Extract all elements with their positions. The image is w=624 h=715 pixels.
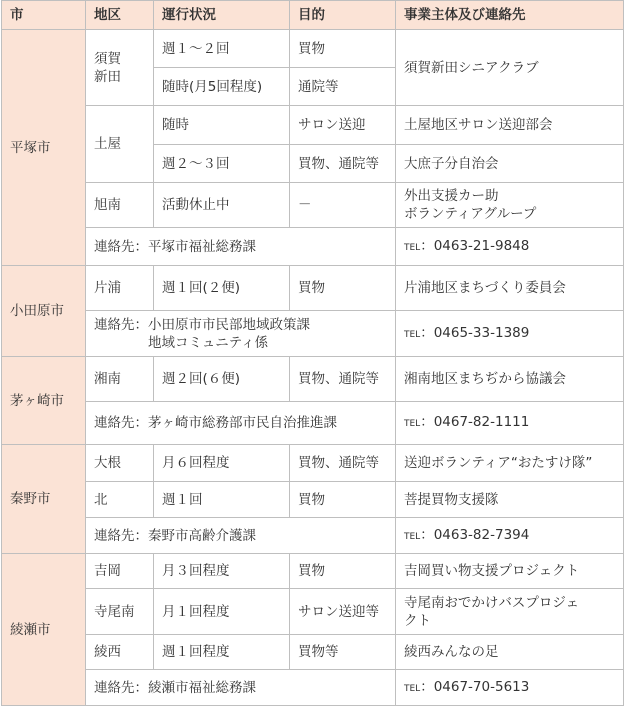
- contact-cell: 連絡先：平塚市福祉総務課: [86, 228, 396, 266]
- table-row: [2, 482, 624, 518]
- status-cell: 月１回程度: [154, 589, 290, 635]
- tel-cell: [396, 518, 624, 554]
- table-row: [2, 266, 624, 311]
- contact-row: [2, 670, 624, 706]
- contact-cell: 連絡先：秦野市高齢介護課: [86, 518, 396, 554]
- city-cell: 綾瀬市: [2, 554, 86, 706]
- table-row: [2, 106, 624, 145]
- header-row: [2, 1, 624, 30]
- table-row: [2, 554, 624, 589]
- tel-cell: [396, 311, 624, 357]
- contact-row: [2, 228, 624, 266]
- city-cell: 平塚市: [2, 30, 86, 266]
- tel-number: ：0467-82-1111: [420, 414, 530, 430]
- tel-label: TEL: [404, 683, 421, 694]
- district-cell: 旭南: [86, 183, 154, 228]
- org-cell: 湘南地区まちぢから協議会: [396, 357, 624, 402]
- purpose-cell: 買物: [290, 482, 396, 518]
- contact-row: [2, 311, 624, 357]
- status-cell: 週１回(２便): [154, 266, 290, 311]
- org-cell: 大庶子分自治会: [396, 145, 624, 183]
- district-cell: 湘南: [86, 357, 154, 402]
- purpose-cell: 買物、通院等: [290, 445, 396, 482]
- city-cell: 小田原市: [2, 266, 86, 357]
- tel-label: TEL: [404, 329, 421, 340]
- table-row: [2, 589, 624, 635]
- purpose-cell: 買物、通院等: [290, 357, 396, 402]
- org-cell: 菩提買物支援隊: [396, 482, 624, 518]
- org-cell: 須賀新田シニアクラブ: [396, 30, 624, 106]
- contact-row: [2, 402, 624, 445]
- purpose-cell: サロン送迎: [290, 106, 396, 145]
- district-cell: 吉岡: [86, 554, 154, 589]
- org-cell: 片浦地区まちづくり委員会: [396, 266, 624, 311]
- city-cell: 秦野市: [2, 445, 86, 554]
- table-row: [2, 30, 624, 68]
- purpose-cell: サロン送迎等: [290, 589, 396, 635]
- org-cell: 土屋地区サロン送迎部会: [396, 106, 624, 145]
- status-cell: 週２回(６便): [154, 357, 290, 402]
- header-contact: 事業主体及び連絡先: [396, 1, 624, 30]
- table-row: [2, 445, 624, 482]
- contact-cell: 連絡先：綾瀬市福祉総務課: [86, 670, 396, 706]
- tel-number: ：0465-33-1389: [420, 324, 530, 341]
- purpose-cell: －: [290, 183, 396, 228]
- purpose-cell: 買物: [290, 266, 396, 311]
- tel-label: TEL: [404, 419, 421, 429]
- district-cell: 須賀 新田: [86, 30, 154, 106]
- header-purpose: 目的: [290, 1, 396, 30]
- contact-row: [2, 518, 624, 554]
- table-row: [2, 635, 624, 670]
- status-cell: 活動休止中: [154, 183, 290, 228]
- tel-cell: [396, 670, 624, 706]
- status-cell: 週１回: [154, 482, 290, 518]
- district-cell: 綾西: [86, 635, 154, 670]
- org-cell: 送迎ボランティア“おたすけ隊”: [396, 445, 624, 482]
- contact-cell: 連絡先：小田原市市民部地域政策課 地域コミュニティ係: [86, 311, 396, 357]
- purpose-cell: 買物、通院等: [290, 145, 396, 183]
- city-cell: 茅ヶ崎市: [2, 357, 86, 445]
- contact-cell: 連絡先：茅ヶ崎市総務部市民自治推進課: [86, 402, 396, 445]
- status-cell: 随時(月5回程度): [154, 68, 290, 106]
- tel-number: ：0463-82-7394: [420, 526, 530, 543]
- tel-label: TEL: [404, 531, 421, 542]
- purpose-cell: 買物: [290, 554, 396, 589]
- status-cell: 週１回程度: [154, 635, 290, 670]
- tel-cell: [396, 228, 624, 266]
- district-cell: 土屋: [86, 106, 154, 183]
- purpose-cell: 買物: [290, 30, 396, 68]
- district-cell: 片浦: [86, 266, 154, 311]
- org-cell: 寺尾南おでかけバスプロジェ クト: [396, 589, 624, 635]
- org-cell: 外出支援カー助 ボランティアグループ: [396, 183, 624, 228]
- district-cell: 寺尾南: [86, 589, 154, 635]
- tel-cell: [396, 402, 624, 445]
- tel-label: TEL: [404, 242, 421, 253]
- table-row: [2, 183, 624, 228]
- transport-support-table: [1, 0, 624, 706]
- tel-number: ：0467-70-5613: [420, 678, 530, 695]
- status-cell: 週１～２回: [154, 30, 290, 68]
- header-district: 地区: [86, 1, 154, 30]
- status-cell: 週２～３回: [154, 145, 290, 183]
- org-cell: 吉岡買い物支援プロジェクト: [396, 554, 624, 589]
- tel-number: ：0463-21-9848: [420, 237, 530, 254]
- status-cell: 月６回程度: [154, 445, 290, 482]
- district-cell: 大根: [86, 445, 154, 482]
- status-cell: 月３回程度: [154, 554, 290, 589]
- status-cell: 随時: [154, 106, 290, 145]
- org-cell: 綾西みんなの足: [396, 635, 624, 670]
- table-row: [2, 357, 624, 402]
- header-city: 市: [2, 1, 86, 30]
- purpose-cell: 通院等: [290, 68, 396, 106]
- header-status: 運行状況: [154, 1, 290, 30]
- purpose-cell: 買物等: [290, 635, 396, 670]
- district-cell: 北: [86, 482, 154, 518]
